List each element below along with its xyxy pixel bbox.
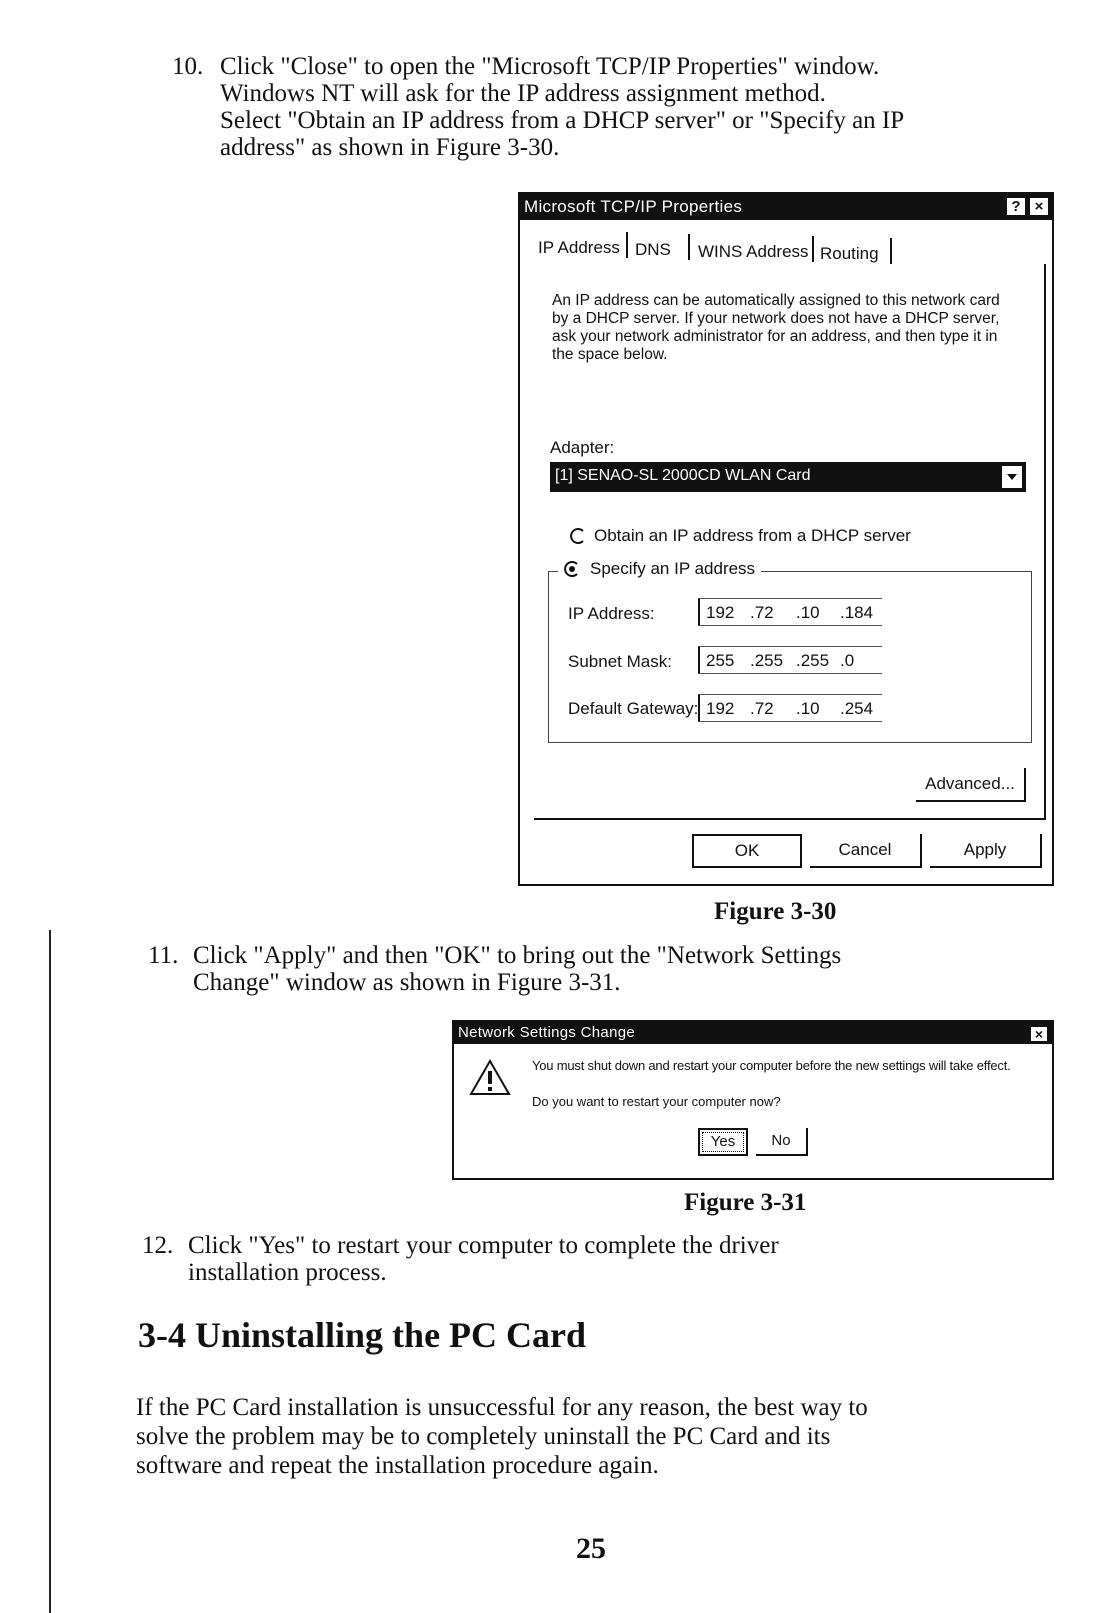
default-gateway-field[interactable] xyxy=(698,694,882,722)
text-line: address" as shown in Figure 3-30. xyxy=(220,134,560,161)
octet: 192 xyxy=(706,603,735,622)
text-line: An IP address can be automatically assigned to this network card xyxy=(552,292,1000,309)
text-line: ask your network administrator for an address, and then type it in xyxy=(552,328,998,345)
subnet-mask-label: Subnet Mask: xyxy=(568,652,672,671)
octet: .72 xyxy=(750,699,774,718)
dropdown-arrow-button[interactable] xyxy=(1001,465,1023,489)
default-gateway-label: Default Gateway: xyxy=(568,699,699,718)
adapter-select-value: [1] SENAO-SL 2000CD WLAN Card xyxy=(555,467,811,484)
text-line: installation process. xyxy=(188,1259,387,1286)
chevron-down-icon xyxy=(1002,466,1022,488)
text-line: solve the problem may be to completely uninstall the PC Card and its xyxy=(136,1423,831,1450)
octet: .255 xyxy=(796,651,830,670)
octet: .255 xyxy=(750,651,784,670)
octet: .72 xyxy=(750,603,774,622)
subnet-mask-field[interactable] xyxy=(698,646,882,674)
section-heading: 3-4 Uninstalling the PC Card xyxy=(138,1315,587,1355)
octet: .10 xyxy=(796,699,820,718)
step-number: 11. xyxy=(148,942,179,969)
adapter-label: Adapter: xyxy=(550,438,615,457)
section-paragraph xyxy=(136,1393,868,1480)
octet: .10 xyxy=(796,603,820,622)
text-line: Windows NT will ask for the IP address assignment method. xyxy=(220,80,826,107)
tab-ip-address[interactable]: IP Address xyxy=(538,238,620,257)
text-line: software and repeat the installation procedure again. xyxy=(136,1452,659,1479)
octet: .184 xyxy=(840,603,874,622)
tab-divider xyxy=(688,234,690,260)
octet: 192 xyxy=(706,699,735,718)
page-number: 25 xyxy=(576,1532,606,1565)
tcpip-properties-dialog xyxy=(518,192,1054,886)
figure-3-30-caption: Figure 3-30 xyxy=(714,898,837,925)
dialog-title: Network Settings Change xyxy=(458,1024,635,1041)
step-text xyxy=(220,52,904,162)
octet: .254 xyxy=(840,699,874,718)
apply-button[interactable]: Apply xyxy=(930,834,1042,868)
tab-wins-address[interactable]: WINS Address xyxy=(698,242,809,261)
panel-edge xyxy=(1044,264,1046,819)
title-bar xyxy=(454,1022,1052,1044)
step-number: 10. xyxy=(172,53,204,80)
radio-specify-ip[interactable] xyxy=(558,559,761,583)
network-settings-change-dialog xyxy=(452,1020,1054,1180)
text-line: Click "Yes" to restart your computer to complete the driver xyxy=(188,1232,779,1259)
tab-dns[interactable]: DNS xyxy=(635,240,671,259)
tab-routing[interactable]: Routing xyxy=(820,244,879,263)
text-line: Change" window as shown in Figure 3-31. xyxy=(193,969,621,996)
text-line: If the PC Card installation is unsuccessful for any reason, the best way to xyxy=(136,1394,868,1421)
advanced-button[interactable]: Advanced... xyxy=(916,768,1026,802)
warning-icon xyxy=(468,1058,512,1098)
tab-divider xyxy=(626,232,628,258)
close-button[interactable]: × xyxy=(1030,1026,1048,1042)
step-text xyxy=(193,941,841,997)
tab-divider xyxy=(890,238,892,264)
step-text xyxy=(188,1231,779,1287)
text-line: Select "Obtain an IP address from a DHCP server" or "Specify an IP xyxy=(220,107,905,134)
title-bar xyxy=(520,194,1052,220)
panel-bottom xyxy=(534,818,1046,820)
warning-message: You must shut down and restart your computer before the new settings will take effect. xyxy=(532,1058,1011,1073)
ip-address-field[interactable] xyxy=(698,598,882,626)
margin-rule xyxy=(49,930,51,1613)
restart-question: Do you want to restart your computer now? xyxy=(532,1094,781,1109)
tab-divider xyxy=(812,236,814,262)
text-line: by a DHCP server. If your network does not have a DHCP server, xyxy=(552,310,1000,327)
ok-button[interactable]: OK xyxy=(692,834,802,868)
no-button[interactable]: No xyxy=(756,1128,808,1156)
yes-button[interactable]: Yes xyxy=(698,1128,748,1156)
adapter-select[interactable] xyxy=(550,462,1026,492)
radio-empty-icon xyxy=(570,528,586,544)
text-line: Click "Apply" and then "OK" to bring out the "Network Settings xyxy=(193,942,842,969)
radio-label: Specify an IP address xyxy=(590,559,756,578)
intro-text xyxy=(552,292,1000,364)
cancel-button[interactable]: Cancel xyxy=(810,834,922,868)
text-line: Click "Close" to open the "Microsoft TCP/IP Properties" window. xyxy=(220,53,880,80)
dialog-title: Microsoft TCP/IP Properties xyxy=(524,197,743,216)
octet: 255 xyxy=(706,651,735,670)
text-line: the space below. xyxy=(552,346,668,363)
help-button[interactable]: ? xyxy=(1006,197,1026,216)
radio-selected-icon xyxy=(564,561,580,577)
step-number: 12. xyxy=(142,1232,174,1259)
octet: .0 xyxy=(840,651,855,670)
radio-label: Obtain an IP address from a DHCP server xyxy=(594,526,911,545)
close-button[interactable]: × xyxy=(1029,197,1049,216)
ip-address-label: IP Address: xyxy=(568,604,655,623)
figure-3-31-caption: Figure 3-31 xyxy=(684,1189,807,1216)
